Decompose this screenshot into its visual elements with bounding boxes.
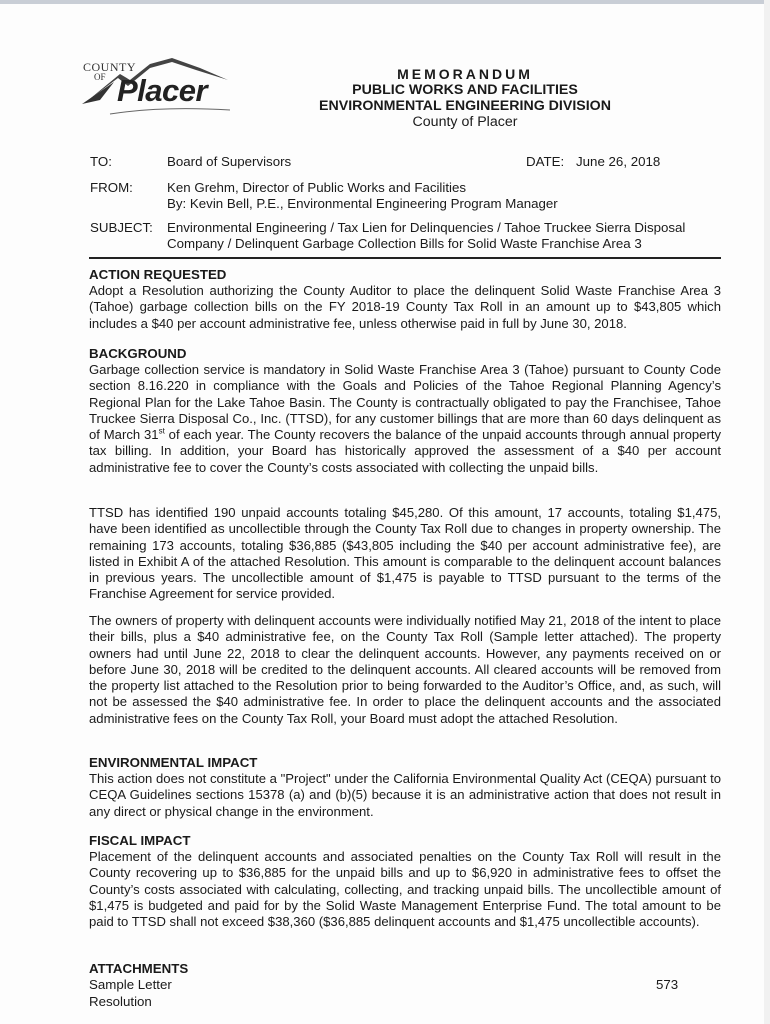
attachments-section <box>89 961 721 1010</box>
background-paragraph-3-block <box>89 613 721 727</box>
to-value: Board of Supervisors <box>167 154 292 169</box>
date-label: DATE: <box>526 154 565 169</box>
county-logo <box>80 54 240 124</box>
fiscal-impact-section <box>89 833 721 930</box>
background-heading: BACKGROUND <box>89 346 187 361</box>
division-title: ENVIRONMENTAL ENGINEERING DIVISION <box>319 98 611 114</box>
background-p1-part2: of each year. The County recovers the balance of the unpaid accounts through annual property tax billing. In addition, your Board has historically approved the assessment of a $40 per account administrative fee to cover the County’s costs associated with collecting the unpaid bills. <box>89 427 722 475</box>
background-paragraph-2-block <box>89 505 721 603</box>
subject-line-1: Environmental Engineering / Tax Lien for Delinquencies / Tahoe Truckee Sierra Disposal <box>167 220 686 235</box>
subject-row <box>90 220 720 254</box>
background-p1-sup: st <box>158 426 165 436</box>
logo-of-text: OF <box>94 72 106 82</box>
action-text: Adopt a Resolution authorizing the County Auditor to place the delinquent Solid Waste Franchise Area 3 (Tahoe) garbage collection bills on the FY 2018-19 County Tax Roll in an amount up to $43,805 which includes a $40 per account administrative fee, unless otherwise paid in full by June 30, 2018. <box>89 283 721 331</box>
scan-edge-right <box>764 0 770 1024</box>
background-p1-part1: Garbage collection service is mandatory in Solid Waste Franchise Area 3 (Tahoe) pursuant to County Code section 8.16.220 in compliance with the Goals and Policies of the Tahoe Regional Planning Agency’s Regional Plan for the Lake Tahoe Basin. The County is contractually obligated to pay the Franchisee, Tahoe Truckee Sierra Disposal Co., Inc. (TTSD), for any customer billings that are more than 60 days delinquent as of March 31 <box>89 362 721 443</box>
background-paragraph-2: TTSD has identified 190 unpaid accounts totaling $45,280. Of this amount, 17 accounts, totaling $1,475, have been identified as uncollectible through the County Tax Roll due to changes in property ownership. The remaining 173 accounts, totaling $36,885 ($43,805 including the $40 per account administrative fee), are listed in Exhibit A of the attached Resolution. This amount is comparable to the delinquent account balances in previous years. The uncollectible amount of $1,475 is payable to TTSD pursuant to the terms of the Franchise Agreement for service provided. <box>89 505 721 602</box>
dept-title: PUBLIC WORKS AND FACILITIES <box>352 82 578 98</box>
attachment-item: Resolution <box>89 993 152 1009</box>
scan-edge-top <box>0 0 770 4</box>
background-paragraph-3: The owners of property with delinquent accounts were individually notified May 21, 2018 of the intent to place their bills, plus a $40 administrative fee, on the County Tax Roll (Sample letter attached). The property owners had until June 22, 2018 to clear the delinquent accounts. However, any payments received on or before June 30, 2018 will be credited to the delinquent accounts. All cleared accounts will be removed from the property list attached to the Resolution prior to being forwarded to the Auditor’s Office, and, as such, will not be assessed the $40 administrative fee. In order to place the delinquent accounts and the associated administrative fees on the County Tax Roll, your Board must adopt the attached Resolution. <box>89 613 721 726</box>
fiscal-heading: FISCAL IMPACT <box>89 833 191 848</box>
subject-line-2: Company / Delinquent Garbage Collection Bills for Solid Waste Franchise Area 3 <box>167 236 642 251</box>
attachments-heading: ATTACHMENTS <box>89 961 189 976</box>
background-section <box>89 346 721 476</box>
memo-header <box>236 66 694 130</box>
action-requested-section <box>89 267 721 332</box>
fiscal-text: Placement of the delinquent accounts and associated penalties on the County Tax Roll will result in the County recovering up to $36,885 for the unpaid bills and up to $6,920 in administrative fees to offset the County’s costs associated with calculating, collecting, and tracking unpaid bills. The uncollectible amount of $1,475 is budgeted and paid for by the Solid Waste Management Enterprise Fund. The total amount to be paid to TTSD shall not exceed $38,360 ($36,885 delinquent accounts and $1,475 uncollectible accounts). <box>89 849 721 930</box>
environmental-text: This action does not constitute a "Project" under the California Environmental Quality Act (CEQA) pursuant to CEQA Guidelines sections 15378 (a) and (b)(5) because it is an administrative action that does not result in any direct or physical change in the environment. <box>89 771 721 819</box>
county-subtitle: County of Placer <box>412 114 518 130</box>
from-line-2: By: Kevin Bell, P.E., Environmental Engineering Program Manager <box>167 196 558 211</box>
header-divider <box>89 257 721 259</box>
to-label: TO: <box>90 154 112 169</box>
from-label: FROM: <box>90 180 133 195</box>
page-number: 573 <box>656 977 679 992</box>
logo-county-text: COUNTY <box>83 60 136 74</box>
from-row <box>90 180 720 214</box>
background-paragraph-1 <box>89 362 721 476</box>
environmental-heading: ENVIRONMENTAL IMPACT <box>89 755 258 770</box>
subject-label: SUBJECT: <box>90 220 153 235</box>
date-value: June 26, 2018 <box>576 154 661 169</box>
attachment-item: Sample Letter <box>89 977 172 992</box>
memo-title: MEMORANDUM <box>397 66 533 82</box>
from-line-1: Ken Grehm, Director of Public Works and Facilities <box>167 180 467 195</box>
environmental-impact-section <box>89 755 721 820</box>
action-heading: ACTION REQUESTED <box>89 267 227 282</box>
logo-placer-text: Placer <box>117 73 208 108</box>
